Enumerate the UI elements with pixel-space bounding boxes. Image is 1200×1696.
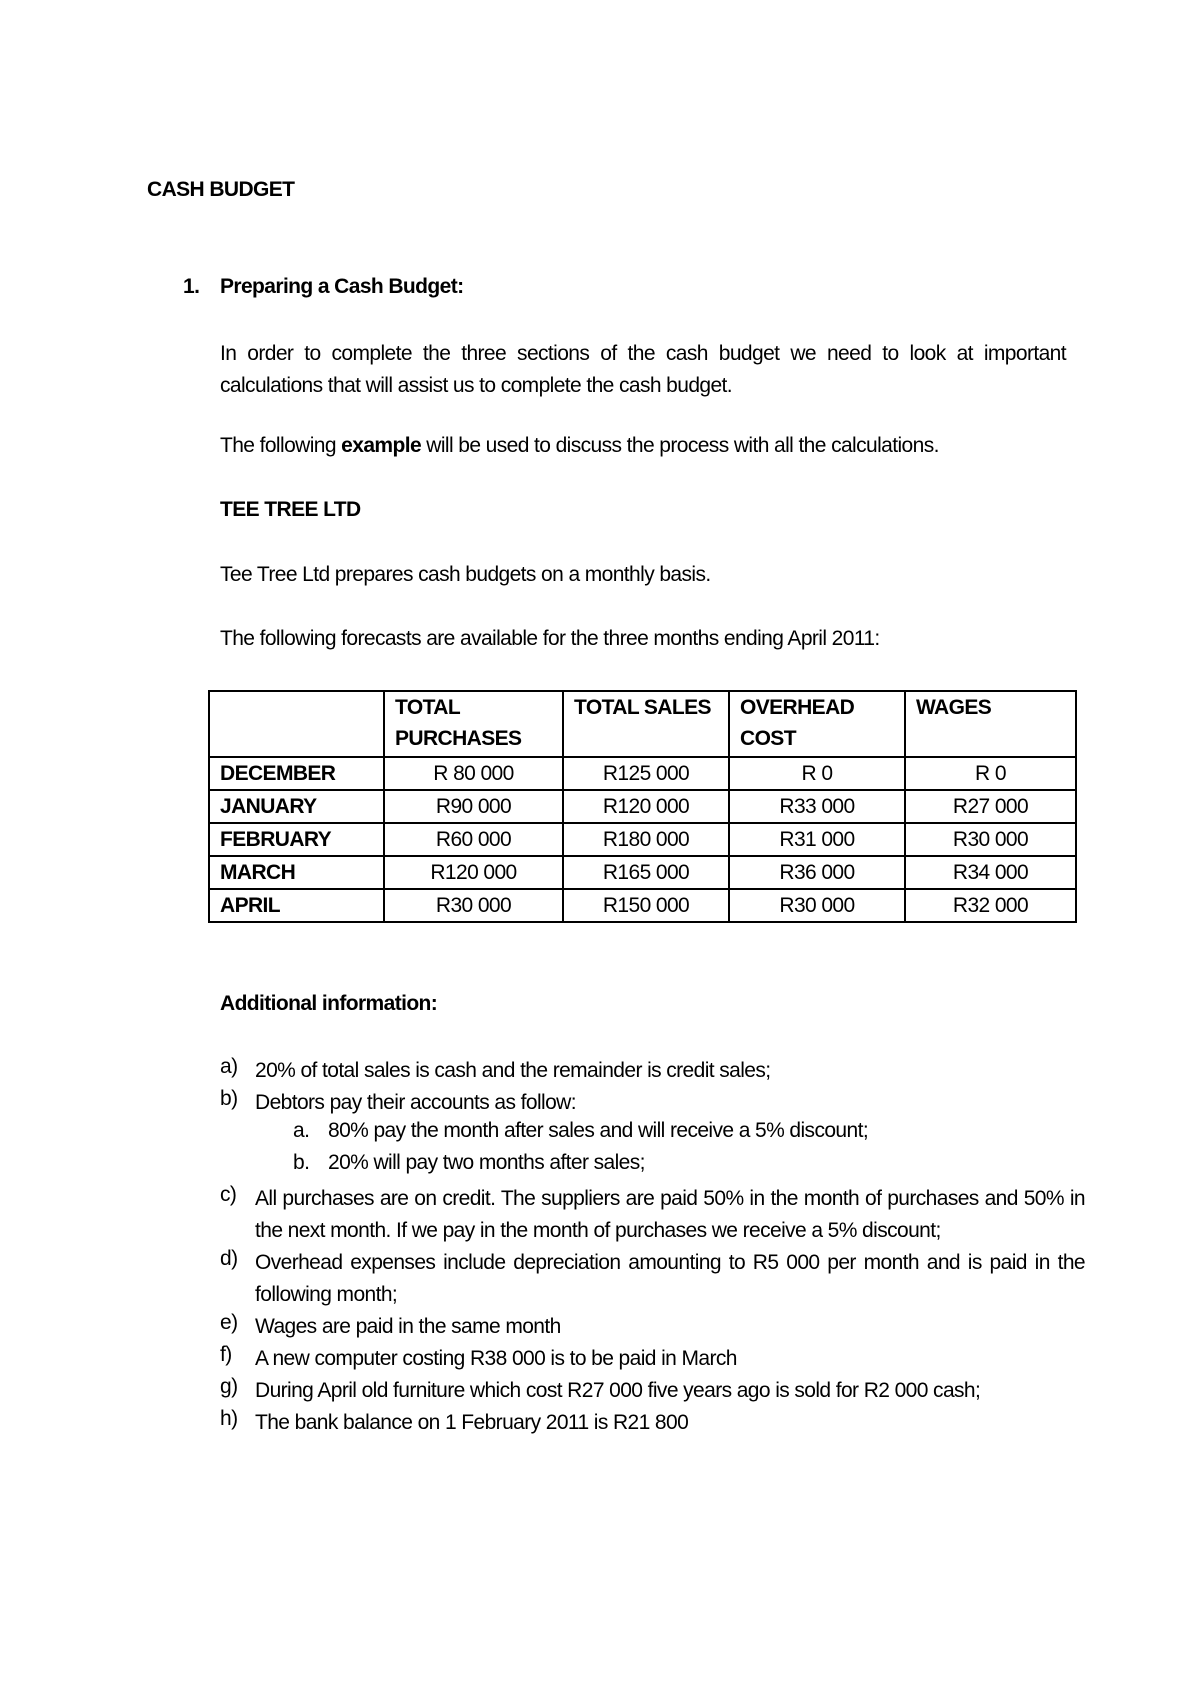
sub-list-text: 80% pay the month after sales and will receive a 5% discount; (328, 1119, 869, 1142)
list-text: The bank balance on 1 February 2011 is R21 800 (255, 1411, 689, 1434)
table-row (209, 889, 1076, 922)
purchases-cell: R90 000 (384, 790, 563, 823)
list-text: Overhead expenses include depreciation amounting to R5 000 per month and is paid in the following month; (255, 1251, 1085, 1306)
table-header-row (209, 691, 1076, 757)
header-total-purchases: TOTAL PURCHASES (384, 691, 563, 757)
example-pre: The following (220, 434, 342, 457)
list-marker: f) (220, 1343, 232, 1366)
table-row (209, 757, 1076, 790)
purchases-cell: R120 000 (384, 856, 563, 889)
overhead-cell: R31 000 (729, 823, 905, 856)
list-text: Wages are paid in the same month (255, 1315, 561, 1338)
month-cell: FEBRUARY (209, 823, 384, 856)
overhead-cell: R36 000 (729, 856, 905, 889)
company-description: Tee Tree Ltd prepares cash budgets on a monthly basis. (220, 563, 711, 586)
list-text: A new computer costing R38 000 is to be paid in March (255, 1347, 737, 1370)
header-wages: WAGES (905, 691, 1076, 757)
wages-cell: R32 000 (905, 889, 1076, 922)
wages-cell: R27 000 (905, 790, 1076, 823)
header-total-sales: TOTAL SALES (563, 691, 729, 757)
wages-cell: R30 000 (905, 823, 1076, 856)
sales-cell: R165 000 (563, 856, 729, 889)
sub-list-text: 20% will pay two months after sales; (328, 1151, 645, 1174)
sales-cell: R150 000 (563, 889, 729, 922)
month-cell: DECEMBER (209, 757, 384, 790)
list-text: Debtors pay their accounts as follow: (255, 1091, 576, 1114)
month-cell: APRIL (209, 889, 384, 922)
list-marker: b) (220, 1087, 238, 1110)
company-heading: TEE TREE LTD (220, 498, 361, 521)
list-marker: e) (220, 1311, 238, 1334)
intro-paragraph: In order to complete the three sections of the cash budget we need to look at important calculations that will assist us to complete the cash budget. (220, 342, 1066, 397)
wages-cell: R34 000 (905, 856, 1076, 889)
document-title: CASH BUDGET (147, 178, 295, 201)
list-text: During April old furniture which cost R27 000 five years ago is sold for R2 000 cash; (255, 1379, 981, 1402)
sales-cell: R120 000 (563, 790, 729, 823)
table-row (209, 823, 1076, 856)
list-marker: h) (220, 1407, 238, 1430)
month-cell: JANUARY (209, 790, 384, 823)
example-bold: example (341, 434, 422, 457)
section-heading: Preparing a Cash Budget: (220, 275, 464, 298)
purchases-cell: R60 000 (384, 823, 563, 856)
sub-list-marker: a. (293, 1119, 310, 1142)
list-marker: g) (220, 1375, 238, 1398)
overhead-cell: R33 000 (729, 790, 905, 823)
header-blank (209, 691, 384, 757)
wages-cell: R 0 (905, 757, 1076, 790)
overhead-cell: R 0 (729, 757, 905, 790)
purchases-cell: R30 000 (384, 889, 563, 922)
table-row (209, 790, 1076, 823)
example-paragraph (220, 434, 939, 458)
purchases-cell: R 80 000 (384, 757, 563, 790)
header-overhead-cost: OVERHEAD COST (729, 691, 905, 757)
list-text: All purchases are on credit. The suppliers are paid 50% in the month of purchases and 50% in the next month. If we pay in the month of purchases we receive a 5% discount; (255, 1187, 1085, 1242)
overhead-cell: R30 000 (729, 889, 905, 922)
month-cell: MARCH (209, 856, 384, 889)
list-text: 20% of total sales is cash and the remainder is credit sales; (255, 1059, 771, 1082)
additional-info-heading: Additional information: (220, 992, 438, 1015)
sales-cell: R180 000 (563, 823, 729, 856)
section-number: 1. (183, 275, 200, 298)
forecast-intro: The following forecasts are available for the three months ending April 2011: (220, 627, 880, 650)
forecast-table (208, 690, 1077, 923)
list-marker: c) (220, 1183, 237, 1206)
example-post: will be used to discuss the process with all the calculations. (421, 434, 939, 457)
sub-list-marker: b. (293, 1151, 310, 1174)
sales-cell: R125 000 (563, 757, 729, 790)
list-marker: a) (220, 1055, 238, 1078)
table-row (209, 856, 1076, 889)
list-marker: d) (220, 1247, 238, 1270)
